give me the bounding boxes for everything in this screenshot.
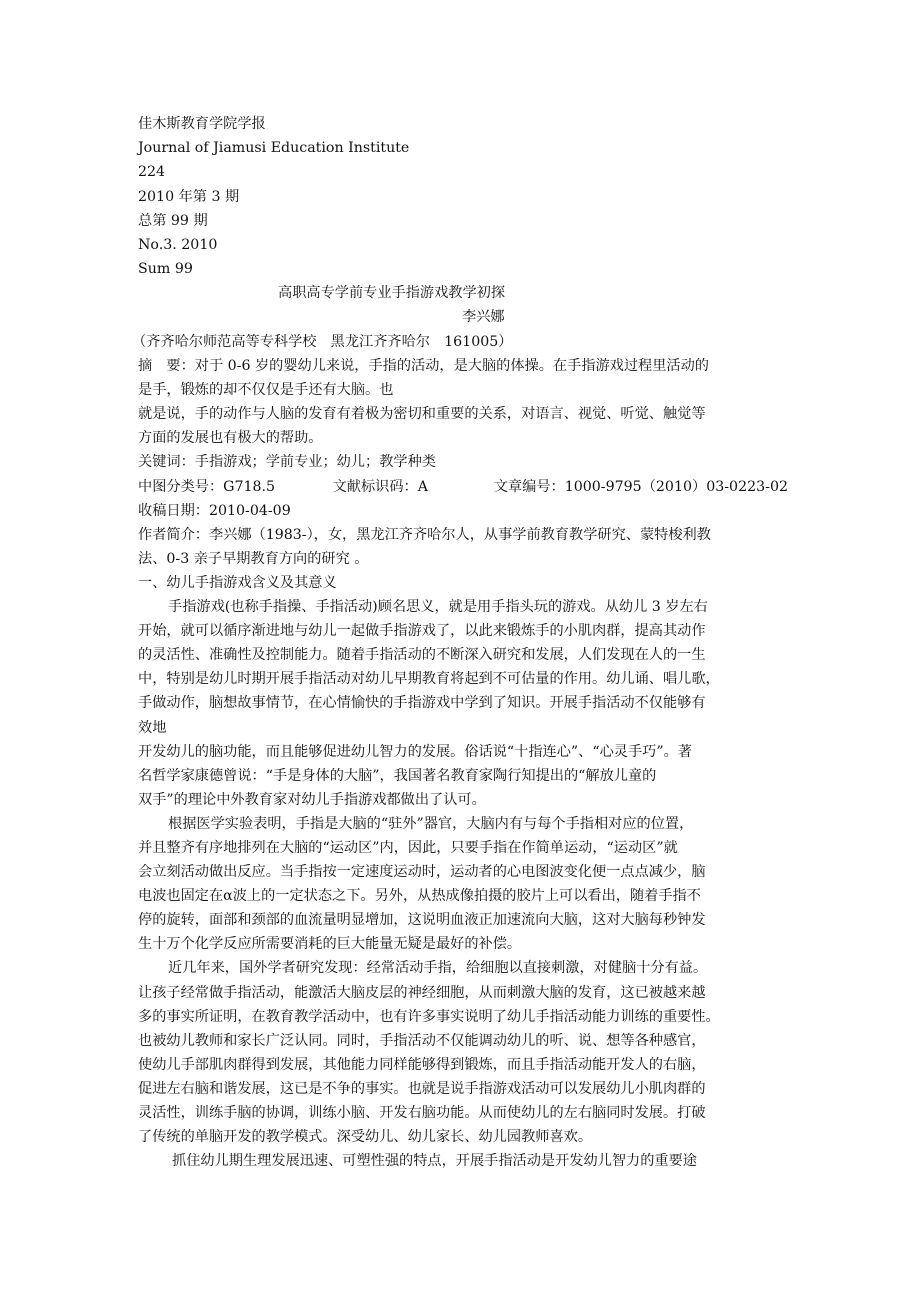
paragraph-line: 开始，就可以循序渐进地与幼儿一起做手指游戏了，以此来锻炼手的小肌肉群，提高其动作: [138, 623, 706, 640]
abstract-line: 摘 要：对于 0-6 岁的婴幼儿来说，手指的活动，是大脑的体操。在手指游戏过程里活动的: [138, 358, 709, 375]
paragraph-line: 停的旋转，面部和颈部的血流量明显增加，这说明血液正加速流向大脑，这对大脑每秒钟发: [138, 912, 706, 929]
paragraph-line: 使幼儿手部肌肉群得到发展，其他能力同样能够得到锻炼，而且手指活动能开发人的右脑，: [138, 1056, 706, 1073]
document-code: 文献标识码：A: [332, 478, 428, 495]
paragraph-line: 开发幼儿的脑功能，而且能够促进幼儿智力的发展。俗话说“十指连心”、“心灵手巧”。著: [138, 743, 692, 760]
paragraph-1: [138, 595, 788, 812]
clc-number: 中图分类号：G718.5: [138, 478, 276, 495]
paragraph-line: 名哲学家康德曾说：“手是身体的大脑”，我国著名教育家陶行知提出的“解放儿童的: [138, 767, 657, 784]
article-author: 李兴娜: [462, 309, 505, 325]
author-bio: [138, 523, 788, 571]
paragraph-line: 的灵活性、准确性及控制能力。随着手指活动的不断深入研究和发展，人们发现在人的一生: [138, 647, 706, 664]
paragraph-3: [138, 956, 788, 1149]
paragraph-line: 效地: [138, 719, 167, 736]
paragraph-line: 根据医学实验表明，手指是大脑的“驻外”器官，大脑内有与每个手指相对应的位置，: [168, 815, 694, 832]
paragraph-line: 也被幼儿教师和家长广泛认同。同时，手指活动不仅能调动幼儿的听、说、想等各种感官，: [138, 1032, 706, 1049]
section-heading: 一、幼儿手指游戏含义及其意义: [138, 574, 337, 591]
journal-name-cn: 佳木斯教育学院学报: [138, 116, 266, 132]
article-body: [132, 330, 788, 1173]
paragraph-line: 让孩子经常做手指活动，能激活大脑皮层的神经细胞，从而刺激大脑的发育，这已被越来越: [138, 984, 706, 1001]
total-issue-cn: 总第 99 期: [138, 212, 208, 229]
paragraph-2: [138, 812, 788, 957]
paragraph-4: [138, 1149, 788, 1173]
paragraph-line: 灵活性，训练手脑的协调，训练小脑、开发右脑功能。从而使幼儿的左右脑同时发展。打破: [138, 1105, 706, 1121]
abstract-line: 就是说，手的动作与人脑的发育有着极为密切和重要的关系，对语言、视觉、听觉、触觉等: [138, 406, 706, 423]
paragraph-line: 电波也固定在α波上的一定状态之下。另外，从热成像拍摄的胶片上可以看出，随着手指不: [138, 888, 701, 905]
paragraph-line: 促进左右脑和谐发展，这已是不争的事实。也就是说手指游戏活动可以发展幼儿小肌肉群的: [138, 1080, 706, 1097]
issue-cn: 2010 年第 3 期: [138, 188, 240, 205]
paragraph-line: 了传统的单脑开发的教学模式。深受幼儿、幼儿家长、幼儿园教师喜欢。: [138, 1129, 593, 1146]
page-number: 224: [138, 164, 166, 181]
article-title: 高职高专学前专业手指游戏教学初探: [278, 285, 506, 301]
bio-line: 作者简介：李兴娜（1983-），女，黑龙江齐齐哈尔人，从事学前教育教学研究、蒙特梭利教: [138, 526, 711, 543]
journal-header: [138, 112, 409, 281]
abstract: [138, 354, 788, 450]
issue-en: No.3. 2010: [138, 237, 218, 254]
journal-name-en: Journal of Jiamusi Education Institute: [138, 140, 410, 157]
paragraph-line: 抓住幼儿期生理发展迅速、可塑性强的特点，开展手指活动是开发幼儿智力的重要途: [172, 1153, 697, 1170]
affiliation: （齐齐哈尔师范高等专科学校 黑龙江齐齐哈尔 161005）: [132, 334, 513, 350]
abstract-line: 是手，锻炼的却不仅仅是手还有大脑。也: [138, 382, 394, 399]
paragraph-line: 近几年来，国外学者研究发现：经常活动手指，给细胞以直接刺激，对健脑十分有益。: [168, 960, 708, 977]
abstract-line: 方面的发展也有极大的帮助。: [138, 430, 323, 447]
classification-line: [138, 475, 788, 499]
paragraph-line: 会立刻活动做出反应。当手指按一定速度运动时，运动者的心电图波变化便一点点减少，脑: [138, 864, 706, 881]
total-issue-en: Sum 99: [138, 261, 193, 278]
paragraph-line: 中，特别是幼儿时期开展手指活动对幼儿早期教育将起到不可估量的作用。幼儿诵、唱儿歌，: [138, 671, 720, 688]
keywords: 关键词：手指游戏；学前专业；幼儿；教学种类: [138, 454, 436, 471]
received-date: 收稿日期：2010-04-09: [138, 502, 291, 519]
article-number: 文章编号：1000-9795（2010）03-0223-02: [493, 478, 788, 495]
paragraph-line: 多的事实所证明，在教育教学活动中，也有许多事实说明了幼儿手指活动能力训练的重要性。: [138, 1008, 720, 1025]
paragraph-line: 并且整齐有序地排列在大脑的“运动区”内，因此，只要手指在作简单运动，“运动区”就: [138, 839, 678, 856]
bio-line: 法、0-3 亲子早期教育方向的研究 。: [138, 550, 369, 567]
paragraph-line: 手指游戏(也称手指操、手指活动)顾名思义，就是用手指头玩的游戏。从幼儿 3 岁左右: [168, 599, 708, 616]
paragraph-line: 双手”的理论中外教育家对幼儿手指游戏都做出了认可。: [138, 791, 486, 808]
paragraph-line: 生十万个化学反应所需要消耗的巨大能量无疑是最好的补偿。: [138, 936, 522, 953]
paragraph-line: 手做动作，脑想故事情节，在心情愉快的手指游戏中学到了知识。开展手指活动不仅能够有: [138, 695, 706, 712]
